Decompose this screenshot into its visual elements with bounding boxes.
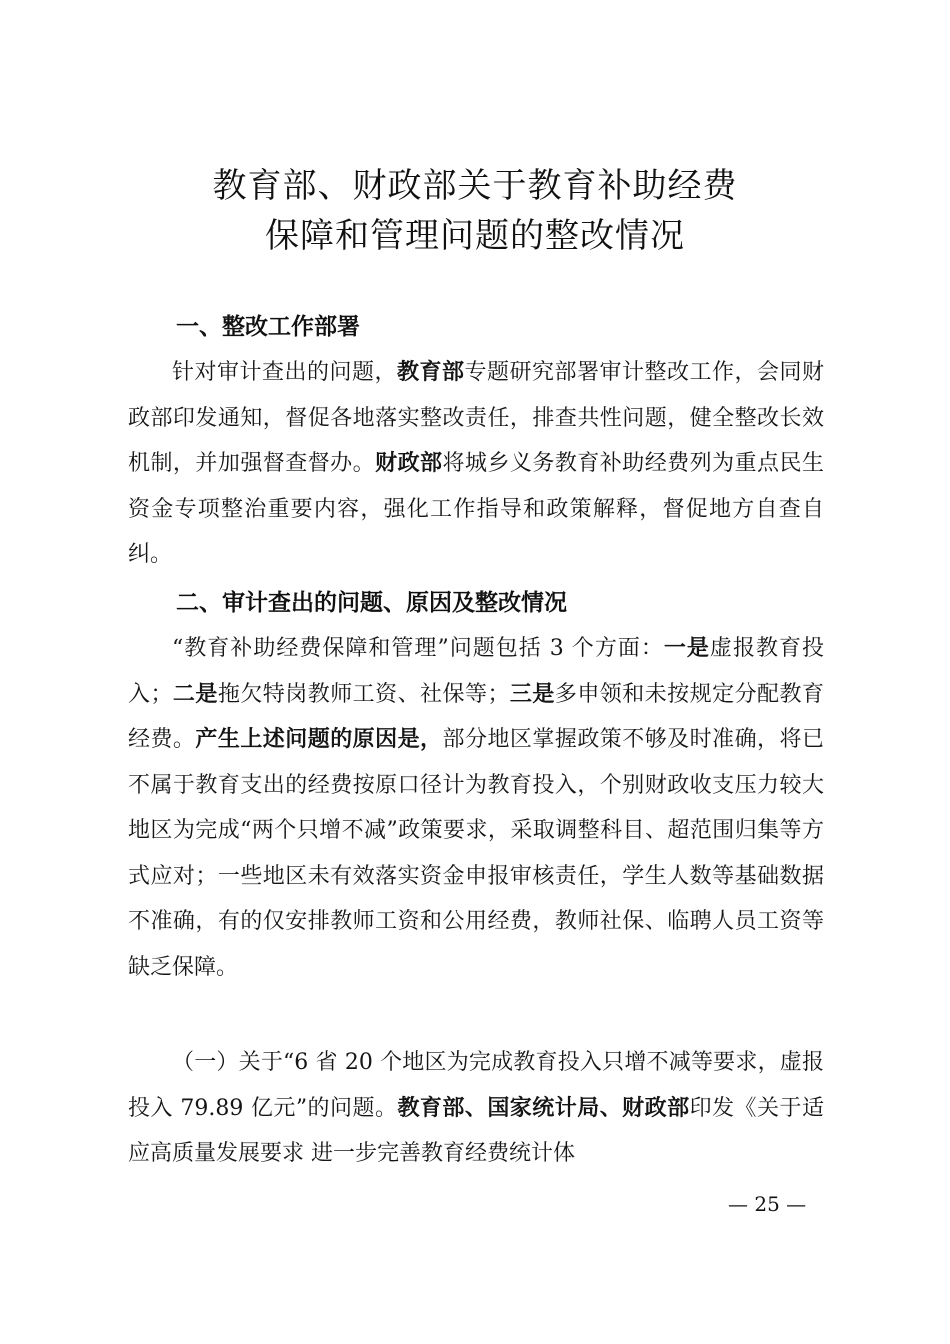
paragraph-text: （一）关于“6 省 20 个地区为完成教育投入只增不减等要求，虚报投入 79.89 亿元”的问题。: [128, 1050, 824, 1121]
paragraph-text: 专题研究部署审计整改工作，会同财政部印发通知，督促各地落实整改责任，排查共性问题，健全整改长效机制，并加强督查督办。: [128, 360, 824, 476]
document-title-line-1: 教育部、财政部关于教育补助经费: [212, 166, 738, 206]
emphasis-departments: 教育部、国家统计局、财政部: [397, 1095, 690, 1121]
emphasis-first: 一是: [663, 636, 710, 661]
paragraph-deployment: [128, 350, 824, 578]
paragraph-text: 将城乡义务教育补助经费列为重点民生资金专项整治重要内容，强化工作指导和政策解释，督促地方自查自纠。: [128, 451, 824, 567]
emphasis-ministry-of-education: 教育部: [396, 360, 465, 385]
document-title-line-2: 保障和管理问题的整改情况: [265, 216, 685, 256]
page-number: — 25 —: [728, 1192, 807, 1216]
paragraph-text: 部分地区掌握政策不够及时准确，将已不属于教育支出的经费按原口径计为教育投入，个别财政收支压力较大地区为完成“两个只增不减”政策要求，采取调整科目、超范围归集等方式应对；一些地区未有效落实资金申报审核责任，学生人数等基础数据不准确，有的仅安排教师工资和公用经费，教师社保、临聘人员工资等缺乏保障。: [128, 727, 824, 980]
paragraph-text: 针对审计查出的问题，: [172, 360, 397, 385]
emphasis-ministry-of-finance: 财政部: [375, 451, 443, 476]
section-heading-issues: 二、审计查出的问题、原因及整改情况: [176, 590, 567, 616]
emphasis-cause: 产生上述问题的原因是，: [195, 727, 443, 752]
paragraph-text: 多申领和未按规定分配教育经费。: [128, 681, 824, 752]
paragraph-item-one: [128, 1040, 824, 1177]
emphasis-second: 二是: [172, 681, 218, 707]
paragraph-text: 虚报教育投入；: [128, 636, 824, 707]
section-heading-deployment: 一、整改工作部署: [176, 314, 360, 340]
paragraph-text: “教育补助经费保障和管理”问题包括 3 个方面：: [172, 636, 664, 661]
paragraph-issues: [128, 626, 824, 990]
paragraph-text: 拖欠特岗教师工资、社保等；: [217, 681, 510, 707]
paragraph-text: 印发《关于适应高质量发展要求 进一步完善教育经费统计体: [128, 1095, 824, 1166]
emphasis-third: 三是: [509, 681, 555, 707]
